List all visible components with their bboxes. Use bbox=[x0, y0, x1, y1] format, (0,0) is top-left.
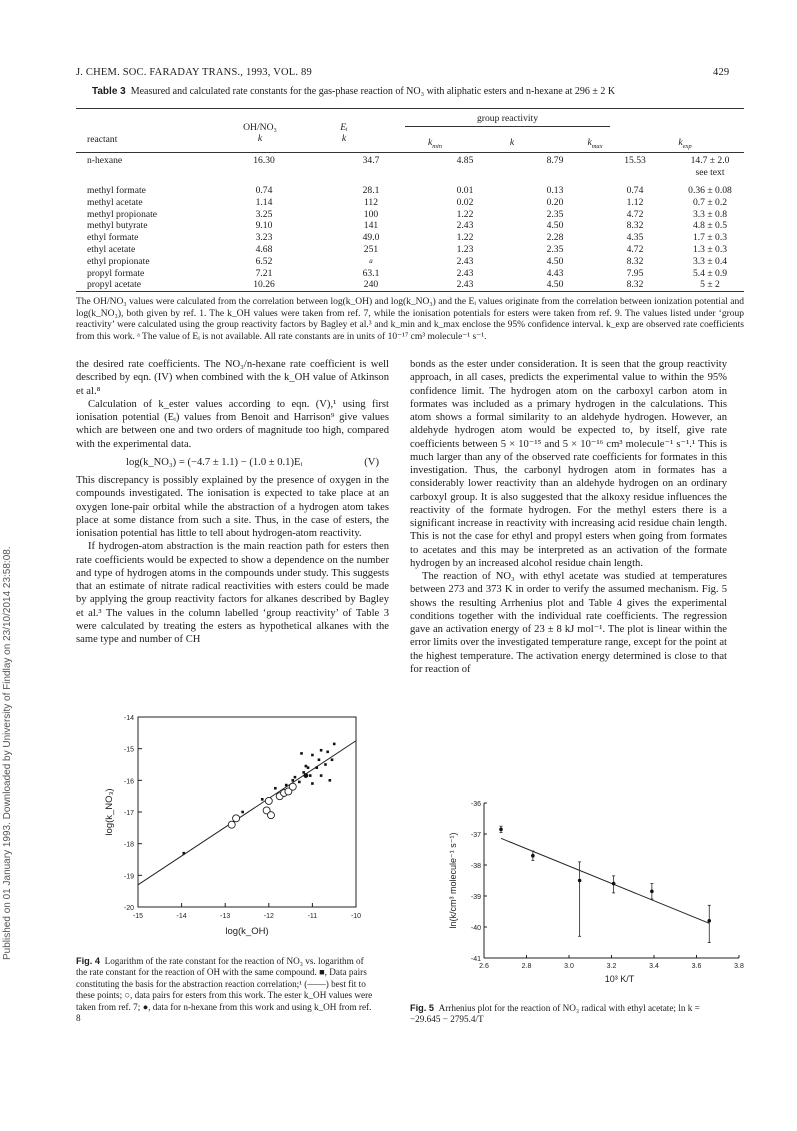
cell-ohno3: 4.68 bbox=[255, 243, 273, 255]
fig5-y-tick-label: -41 bbox=[470, 956, 481, 963]
cell-ei: 112 bbox=[363, 196, 379, 208]
cell-reactant: methyl acetate bbox=[87, 196, 143, 208]
fig4-data-square bbox=[274, 787, 277, 790]
table-row bbox=[76, 220, 744, 232]
cell-kexp: 1.7 ± 0.3 bbox=[692, 232, 728, 244]
cell-kmin: 2.43 bbox=[456, 255, 474, 267]
fig4-data-circle bbox=[233, 815, 240, 822]
right-column bbox=[410, 358, 727, 676]
cell-kexp-value: 14.7 ± 2.0 bbox=[690, 155, 730, 166]
cell-k: 2.35 bbox=[546, 243, 564, 255]
cell-kmin: 2.43 bbox=[456, 267, 474, 279]
fig5-caption bbox=[410, 1003, 730, 1026]
cell-reactant: propyl formate bbox=[87, 267, 145, 279]
left-paragraph-3: This discrepancy is possibly explained by the presence of oxygen in the compounds investigated. The ionisation is expected to take place at an oxygen lone-pair orbital while the abstraction of a hydrogen atom takes place at some distance from such a site. Thus, in the case of esters, the ionisation potential has little to tell about hydrogen-atom reactivity. bbox=[76, 475, 389, 539]
fig5-x-tick-label: 2.6 bbox=[479, 963, 489, 970]
cell-k: 0.13 bbox=[546, 185, 564, 196]
cell-ei: 251 bbox=[363, 243, 379, 255]
fig4-data-square bbox=[333, 743, 336, 746]
fig5-y-tick-label: -36 bbox=[470, 801, 481, 808]
col-ei-top: Eᵢ bbox=[340, 122, 348, 133]
cell-ei: 28.1 bbox=[362, 185, 380, 196]
fig4-data-square bbox=[241, 811, 244, 814]
fig5-x-tick-label: 2.8 bbox=[521, 963, 532, 970]
equation-number: (V) bbox=[364, 456, 379, 468]
fig4-hexane-point bbox=[303, 773, 308, 778]
fig4-data-square bbox=[261, 798, 264, 801]
cell-kmax: 4.72 bbox=[626, 243, 644, 255]
right-paragraph-2: The reaction of NO₃ with ethyl acetate was studied at temperatures between 273 and 373 K in order to verify the assumed mechanism. Fig. 5 shows the resulting Arrhenius plot and Table 4 gives the experimental conditions together with the individual rate coefficients. The regression gave an activation energy of 23 ± 8 kJ mol⁻¹. The plot is linear within the error limits over the investigated temperature range, except for the point at the highest temperature. The activation energy determined is close to that for reaction of bbox=[410, 571, 727, 675]
table3-caption-text: Measured and calculated rate constants for the gas-phase reaction of NO₃ with aliphatic esters and n-hexane at 296 ± 2 K bbox=[130, 86, 616, 97]
equation-v bbox=[76, 451, 389, 474]
col-ei bbox=[320, 122, 368, 144]
cell-ei: 49.0 bbox=[362, 232, 380, 244]
fig4-data-square bbox=[298, 781, 301, 784]
cell-kmin: 1.23 bbox=[456, 243, 474, 255]
cell-k: 0.20 bbox=[546, 196, 564, 208]
fig4-y-tick-label: -19 bbox=[123, 873, 134, 881]
fig4-data-square bbox=[324, 763, 327, 766]
fig5-label: Fig. 5 bbox=[410, 1003, 434, 1013]
fig4-y-tick-label: -20 bbox=[123, 905, 134, 912]
col-k: k bbox=[509, 137, 515, 148]
group-reactivity-header: group reactivity bbox=[476, 113, 538, 124]
cell-reactant: ethyl propionate bbox=[87, 255, 150, 267]
cell-kmax: 4.35 bbox=[626, 232, 644, 244]
cell-ei: 34.7 bbox=[362, 155, 380, 166]
cell-kexp-note: see text bbox=[695, 166, 725, 178]
cell-reactant: methyl propionate bbox=[87, 208, 158, 220]
table-top-rule bbox=[76, 108, 744, 109]
cell-kexp bbox=[676, 155, 744, 185]
fig4-data-square bbox=[309, 774, 312, 777]
fig4-data-square bbox=[315, 766, 318, 769]
cell-ohno3: 7.21 bbox=[255, 267, 273, 279]
cell-reactant: ethyl formate bbox=[87, 232, 139, 244]
fig5-y-tick-label: -40 bbox=[470, 925, 481, 932]
cell-ohno3: 0.74 bbox=[255, 185, 273, 196]
cell-reactant: n-hexane bbox=[87, 155, 123, 166]
fig5-data-point bbox=[578, 879, 582, 883]
fig4-data-circle bbox=[228, 821, 235, 828]
cell-kmin: 2.43 bbox=[456, 279, 474, 291]
fig4-y-tick-label: -14 bbox=[123, 715, 134, 722]
fig4-data-square bbox=[318, 758, 321, 761]
col-ohno3-bottom: k bbox=[257, 133, 263, 144]
table-row bbox=[76, 232, 744, 244]
table-header-rule bbox=[76, 152, 744, 153]
fig4-data-square bbox=[302, 771, 305, 774]
col-kmin: $k_{min}$ bbox=[427, 137, 442, 150]
fig4-data-square bbox=[294, 776, 297, 779]
cell-k: 4.50 bbox=[546, 279, 564, 291]
fig4-y-tick-label: -18 bbox=[123, 841, 134, 849]
table-row bbox=[76, 279, 744, 291]
fig4-data-square bbox=[182, 852, 185, 855]
fig4-chart bbox=[86, 712, 376, 952]
table-row bbox=[76, 185, 744, 197]
fig4-data-square bbox=[300, 752, 303, 755]
cell-reactant: methyl butyrate bbox=[87, 220, 148, 232]
fig4-data-circle bbox=[267, 812, 274, 819]
cell-ohno3: 6.52 bbox=[255, 255, 273, 267]
cell-kmax: 4.72 bbox=[626, 208, 644, 220]
download-watermark: Published on 01 January 1993. Downloaded by University of Findlay on 23/10/2014 23:58:08. bbox=[2, 546, 13, 960]
cell-kexp: 1.3 ± 0.3 bbox=[692, 243, 728, 255]
col-kexp: $k_{exp}$ bbox=[678, 137, 692, 150]
fig5-caption-text: Arrhenius plot for the reaction of NO₃ radical with ethyl acetate; ln k = −29.645 − 2795.4/T bbox=[410, 1003, 700, 1025]
cell-k: 2.28 bbox=[546, 232, 564, 244]
table-row bbox=[76, 244, 744, 256]
cell-reactant: ethyl acetate bbox=[87, 243, 136, 255]
col-ohno3-top: OH/NO₃ bbox=[243, 122, 277, 133]
cell-kmax: 0.74 bbox=[626, 185, 644, 196]
cell-ohno3: 9.10 bbox=[255, 220, 273, 232]
fig4-label: Fig. 4 bbox=[76, 956, 100, 966]
cell-kexp: 0.7 ± 0.2 bbox=[692, 196, 728, 208]
fig5-y-tick-label: -39 bbox=[470, 894, 481, 901]
cell-ei: 141 bbox=[363, 220, 379, 232]
table3-footnote: The OH/NO₃ values were calculated from the correlation between log(k_OH) and log(k_NO₃) and the Eᵢ values originate from the correlation between ionization potential and log(k_NO₃), both given by ref. 1. The k_OH values were taken from ref. 7, while the ionisation potentials for esters were taken from ref. 9. The values listed under ‘group reactivity’ were calculated using the group reactivity factors by Bagley et al.³ and k_min and k_max enclose the 95% confidence interval. k_exp are observed rate coefficients from this work. ᵃ The value of Eᵢ is not available. All rate constants are in units of 10⁻¹⁷ cm³ molecule⁻¹ s⁻¹. bbox=[76, 297, 744, 342]
cell-ei: a bbox=[369, 256, 373, 265]
fig5-x-tick-label: 3.6 bbox=[691, 963, 702, 970]
cell-ei: 63.1 bbox=[362, 267, 380, 279]
fig5-data-point bbox=[650, 890, 654, 894]
fig4-fit-line bbox=[138, 741, 356, 885]
fig5-y-tick-label: -38 bbox=[470, 863, 481, 870]
table-row bbox=[76, 197, 744, 209]
fig4-data-square bbox=[311, 754, 314, 757]
cell-kmax: 15.53 bbox=[624, 155, 646, 166]
table3-label: Table 3 bbox=[92, 86, 126, 97]
cell-kexp: 0.36 ± 0.08 bbox=[688, 185, 732, 196]
fig5-y-tick-label: -37 bbox=[470, 832, 481, 839]
fig4-plot-frame bbox=[138, 717, 356, 907]
fig4-data-square bbox=[285, 784, 288, 787]
cell-kmin: 4.85 bbox=[456, 155, 474, 166]
fig4-x-tick-label: -15 bbox=[132, 913, 144, 920]
fig4-data-square bbox=[320, 749, 323, 752]
fig4-x-tick-label: -14 bbox=[176, 913, 187, 920]
cell-k: 4.50 bbox=[546, 255, 564, 267]
left-column bbox=[76, 358, 389, 646]
fig4-y-tick-label: -15 bbox=[123, 746, 134, 754]
fig4-data-square bbox=[329, 779, 332, 782]
fig5-x-tick-label: 3.4 bbox=[649, 963, 659, 970]
cell-kmax: 8.32 bbox=[626, 220, 644, 232]
cell-k: 4.50 bbox=[546, 220, 564, 232]
table-row bbox=[76, 155, 744, 185]
fig4-x-tick-label: -12 bbox=[263, 913, 274, 920]
fig5-x-tick-label: 3.8 bbox=[734, 963, 744, 970]
fig4-y-axis-label: log(k_NO₃) bbox=[104, 788, 115, 836]
fig5-data-point bbox=[499, 828, 503, 832]
fig4-data-circle bbox=[265, 797, 272, 804]
fig4-data-square bbox=[311, 782, 314, 785]
page-number: 429 bbox=[713, 67, 730, 78]
cell-reactant: methyl formate bbox=[87, 185, 146, 196]
cell-kexp: 5.4 ± 0.9 bbox=[692, 267, 728, 279]
cell-k: 2.35 bbox=[546, 208, 564, 220]
cell-ohno3: 1.14 bbox=[255, 196, 273, 208]
cell-ohno3: 10.26 bbox=[253, 279, 275, 291]
fig4-x-axis-label: log(k_OH) bbox=[225, 926, 269, 937]
fig4-data-square bbox=[320, 774, 323, 777]
cell-kmax: 7.95 bbox=[626, 267, 644, 279]
cell-k: 4.43 bbox=[546, 267, 564, 279]
equation-text: log(k_NO₃) = (−4.7 ± 1.1) − (1.0 ± 0.1)Eᵢ bbox=[126, 456, 303, 468]
col-kmax: $k_{max}$ bbox=[587, 137, 603, 150]
cell-k: 8.79 bbox=[546, 155, 564, 166]
cell-kmin: 0.01 bbox=[456, 185, 474, 196]
group-reactivity-rule bbox=[405, 126, 610, 127]
cell-ei: 100 bbox=[363, 208, 379, 220]
fig5-y-axis-label: ln(k/cm³ molecule⁻¹ s⁻¹) bbox=[448, 832, 458, 929]
fig4-x-tick-label: -11 bbox=[307, 913, 318, 920]
fig4-data-square bbox=[305, 765, 308, 768]
fig4-data-square bbox=[331, 758, 334, 761]
fig4-y-tick-label: -16 bbox=[123, 778, 134, 786]
left-paragraph-2: Calculation of k_ester values according to eqn. (V),¹ using first ionisation potential (Eᵢ) values from Benoit and Harrison⁹ give values which are between one and two orders of magnitude too high, compared with the experimental data. bbox=[76, 398, 389, 450]
cell-kmin: 2.43 bbox=[456, 220, 474, 232]
table-row bbox=[76, 256, 744, 268]
table-row bbox=[76, 268, 744, 280]
cell-reactant: propyl acetate bbox=[87, 279, 142, 291]
fig4-caption-text: Logarithm of the rate constant for the reaction of NO₃ vs. logarithm of the rate constant for the reaction of OH with the same compound. ■, Data pairs constituting the basis for the abstraction reaction correlation;¹ (——) best fit to these points; ○, data pairs for esters from this work. The ester k_OH values were taken from ref. 7; ●, data for n-hexane from this work and using k_OH from ref. 8 bbox=[76, 956, 373, 1024]
fig4-data-square bbox=[291, 779, 294, 782]
col-ohno3 bbox=[228, 122, 292, 144]
cell-kmin: 1.22 bbox=[456, 208, 474, 220]
fig5-x-tick-label: 3.2 bbox=[606, 963, 617, 970]
cell-kmin: 0.02 bbox=[456, 196, 474, 208]
fig5-data-point bbox=[531, 854, 535, 858]
fig5-chart bbox=[440, 795, 755, 995]
cell-kmax: 8.32 bbox=[626, 279, 644, 291]
fig4-x-tick-label: -10 bbox=[350, 913, 362, 920]
cell-ohno3: 3.23 bbox=[255, 232, 273, 244]
cell-kexp: 5 ± 2 bbox=[700, 279, 720, 291]
journal-header: J. CHEM. SOC. FARADAY TRANS., 1993, VOL. 89 bbox=[76, 67, 312, 78]
fig4-caption bbox=[76, 956, 376, 1024]
fig4-x-tick-label: -13 bbox=[220, 913, 231, 920]
fig5-data-point bbox=[612, 882, 616, 886]
table-row bbox=[76, 209, 744, 221]
cell-ohno3: 3.25 bbox=[255, 208, 273, 220]
cell-kmin: 1.22 bbox=[456, 232, 474, 244]
fig4-data-square bbox=[326, 751, 329, 754]
cell-ei: 240 bbox=[363, 279, 379, 291]
table3 bbox=[76, 155, 744, 291]
cell-kmax: 8.32 bbox=[626, 255, 644, 267]
fig5-data-point bbox=[707, 919, 711, 923]
cell-kexp: 3.3 ± 0.4 bbox=[692, 255, 728, 267]
cell-ohno3: 16.30 bbox=[253, 155, 275, 166]
fig5-x-axis-label: 10³ K/T bbox=[604, 974, 635, 984]
col-reactant: reactant bbox=[87, 134, 118, 145]
col-ei-bottom: k bbox=[341, 133, 347, 144]
right-paragraph-1: bonds as the ester under consideration. It is seen that the group reactivity approach, in all cases, predicts the experimental value to within the 95% confidence limit. The hydrogen atom on the carboxyl carbon atom in formates was included as a primary hydrogen in the calculations. This atom shows a formal similarity to an aldehyde hydrogen. However, an aldehyde hydrogen atom would be expected to, by itself, give rate coefficients between 5 × 10⁻¹⁵ and 5 × 10⁻¹⁶ cm³ molecule⁻¹ s⁻¹.¹ This is much larger than any of the observed rate coefficients for formates in this investigation. Thus, the carbonyl hydrogen atom in formates has a considerably lower reactivity than an aldehyde hydrogen on an ordinary carboxyl group. It is also suggested that the alkoxy residue influences the reactivity of the formate hydrogen. For the methyl esters there is a significant increase in reactivity with increasing acid residue chain length. This is not the case for ethyl and propyl esters when going from formates to acetates and this may be interpreted as an activation of the formate hydrogen by an increased alcohol residue chain length. bbox=[410, 359, 727, 569]
table3-caption bbox=[92, 86, 732, 97]
left-paragraph-4: If hydrogen-atom abstraction is the main reaction path for esters then rate coefficients would be expected to show a dependence on the number and type of hydrogen atoms in the compounds under study. This suggests that an estimate of nitrate radical reactivities with esters could be made by applying the group reactivity factors for alkanes described by Bagley et al.³ The values in the column labelled ‘group reactivity’ of Table 3 were calculated by treating the esters as hypothetical alkanes with the same type and number of CH bbox=[76, 541, 389, 645]
fig4-y-tick-label: -17 bbox=[123, 810, 134, 817]
cell-kexp: 3.3 ± 0.8 bbox=[692, 208, 728, 220]
cell-kexp: 4.8 ± 0.5 bbox=[692, 220, 728, 232]
fig4-data-circle bbox=[289, 783, 296, 790]
cell-kmax: 1.12 bbox=[626, 196, 644, 208]
left-paragraph-1: the desired rate coefficients. The NO₃/n-hexane rate coefficient is well described by eqn. (IV) when combined with the k_OH value of Atkinson et al.⁸ bbox=[76, 359, 389, 397]
fig5-x-tick-label: 3.0 bbox=[564, 963, 574, 970]
